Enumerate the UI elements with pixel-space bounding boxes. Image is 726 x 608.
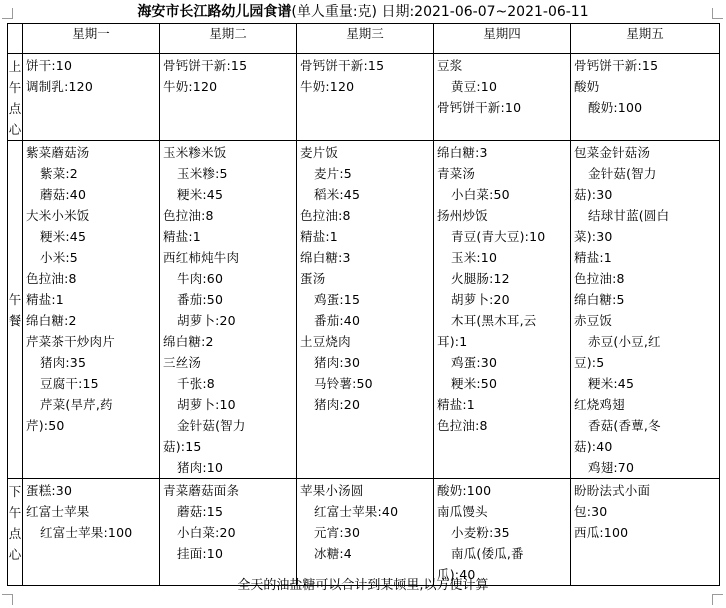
dish-line: 酸奶:100	[437, 483, 492, 498]
ingredient-line: 番茄:40	[314, 313, 361, 328]
dish-line: 紫菜蘑菇汤	[26, 145, 90, 160]
ingredient-line: 黄豆:10	[451, 79, 498, 94]
dish-line: 苹果小汤圆	[300, 483, 364, 498]
meal-label-lunch	[8, 141, 23, 479]
dish-line: 豆):5	[574, 355, 605, 370]
ingredient-line: 小米:5	[40, 250, 78, 265]
ingredient-line: 胡萝卜:10	[177, 397, 236, 412]
dish-line: 菇):40	[574, 439, 613, 454]
ingredient-line: 香菇(香蕈,冬	[588, 418, 661, 433]
meal-label-char: 午	[8, 505, 22, 520]
ingredient-line: 酸奶:100	[588, 100, 643, 115]
menu-cell	[434, 479, 571, 586]
dish-line: 骨钙饼干新:15	[300, 58, 385, 73]
afternoon-snack-row	[8, 479, 720, 586]
weekly-menu-table	[7, 23, 720, 586]
dish-line: 红富士苹果	[26, 504, 90, 519]
menu-cell	[297, 479, 434, 586]
menu-cell	[160, 141, 297, 479]
ingredient-line: 元宵:30	[314, 525, 361, 540]
ingredient-line: 小白菜:20	[177, 525, 236, 540]
dish-line: 青菜汤	[437, 166, 476, 181]
dish-line: 包菜金针菇汤	[574, 145, 651, 160]
ingredient-line: 金针菇(智力	[177, 418, 246, 433]
ingredient-line: 马铃薯:50	[314, 376, 373, 391]
dish-line: 盼盼法式小面	[574, 483, 651, 498]
dish-line: 蛋汤	[300, 271, 326, 286]
menu-cell	[160, 54, 297, 141]
meal-label-char: 午	[8, 80, 22, 95]
ingredient-line: 鸡蛋:30	[451, 355, 498, 370]
ingredient-line: 青豆(青大豆):10	[451, 229, 546, 244]
dish-line: 牛奶:120	[163, 79, 218, 94]
dish-line: 大米小米饭	[26, 208, 90, 223]
ingredient-line: 稻米:45	[314, 187, 361, 202]
dish-line: 绵白糖:5	[574, 292, 625, 307]
date-range: 日期:2021-06-07~2021-06-11	[381, 4, 589, 20]
day-header: 星期一	[23, 24, 160, 54]
dish-line: 骨钙饼干新:15	[163, 58, 248, 73]
dish-line: 瓜):40	[437, 567, 476, 582]
dish-line: 包:30	[574, 504, 608, 519]
ingredient-line: 蘑菇:15	[177, 504, 224, 519]
dish-line: 蛋糕:30	[26, 483, 73, 498]
meal-label-morning	[8, 54, 23, 141]
menu-cell	[571, 479, 720, 586]
ingredient-line: 胡萝卜:20	[177, 313, 236, 328]
dish-line: 骨钙饼干新:10	[437, 100, 522, 115]
dish-line: 西红柿炖牛肉	[163, 250, 240, 265]
ingredient-line: 猪肉:10	[177, 460, 224, 475]
ingredient-line: 千张:8	[177, 376, 215, 391]
ingredient-line: 麦片:5	[314, 166, 352, 181]
dish-line: 西瓜:100	[574, 525, 629, 540]
kindergarten-menu-name: 海安市长江路幼儿园食谱	[137, 4, 292, 20]
ingredient-line: 木耳(黑木耳,云	[451, 313, 537, 328]
ingredient-line: 猪肉:20	[314, 397, 361, 412]
ingredient-line: 火腿肠:12	[451, 271, 510, 286]
ingredient-line: 红富士苹果:40	[314, 504, 399, 519]
weight-unit-note: (单人重量:克)	[291, 4, 377, 20]
ingredient-line: 赤豆(小豆,红	[588, 334, 661, 349]
ingredient-line: 南瓜(倭瓜,番	[451, 546, 524, 561]
meal-label-char: 点	[8, 101, 22, 116]
menu-cell	[297, 141, 434, 479]
dish-line: 精盐:1	[163, 229, 201, 244]
menu-cell	[297, 54, 434, 141]
ingredient-line: 鸡蛋:15	[314, 292, 361, 307]
dish-line: 青菜蘑菇面条	[163, 483, 240, 498]
dish-line: 精盐:1	[26, 292, 64, 307]
ingredient-line: 玉米:10	[451, 250, 498, 265]
meal-label-char: 心	[8, 122, 22, 137]
ingredient-line: 芹菜(旱芹,药	[40, 397, 113, 412]
ingredient-line: 猪肉:30	[314, 355, 361, 370]
ingredient-line: 粳米:50	[451, 376, 498, 391]
ingredient-line: 小麦粉:35	[451, 525, 510, 540]
menu-cell	[23, 141, 160, 479]
menu-cell	[571, 141, 720, 479]
menu-cell	[434, 54, 571, 141]
dish-line: 南瓜馒头	[437, 504, 488, 519]
ingredient-line: 挂面:10	[177, 546, 224, 561]
dish-line: 骨钙饼干新:15	[574, 58, 659, 73]
dish-line: 色拉油:8	[163, 208, 214, 223]
meal-label-char: 午	[8, 291, 22, 307]
dish-line: 绵白糖:2	[26, 313, 77, 328]
ingredient-line: 紫菜:2	[40, 166, 78, 181]
dish-line: 精盐:1	[437, 397, 475, 412]
dish-line: 绵白糖:3	[437, 145, 488, 160]
day-header: 星期四	[434, 24, 571, 54]
dish-line: 三丝汤	[163, 355, 202, 370]
dish-line: 芹):50	[26, 418, 65, 433]
dish-line: 调制乳:120	[26, 79, 93, 94]
dish-line: 耳):1	[437, 334, 468, 349]
morning-snack-row	[8, 54, 720, 141]
dish-line: 精盐:1	[300, 229, 338, 244]
ingredient-line: 金针菇(智力	[588, 166, 657, 181]
meal-label-afternoon	[8, 479, 23, 586]
corner-cell	[8, 24, 23, 54]
dish-line: 土豆烧肉	[300, 334, 351, 349]
meal-label-char: 心	[8, 547, 22, 562]
footer-note: 全天的油盐糖可以合计到某顿里,以方便计算	[237, 578, 489, 593]
ingredient-line: 红富士苹果:100	[40, 525, 133, 540]
ingredient-line: 粳米:45	[177, 187, 224, 202]
dish-line: 红烧鸡翅	[574, 397, 625, 412]
ingredient-line: 猪肉:35	[40, 355, 87, 370]
menu-cell	[23, 479, 160, 586]
page-corner-mark	[2, 594, 13, 605]
day-header: 星期三	[297, 24, 434, 54]
meal-label-char: 上	[8, 59, 22, 74]
dish-line: 菇):15	[163, 439, 202, 454]
dish-line: 饼干:10	[26, 58, 73, 73]
meal-label-char: 下	[8, 484, 22, 499]
menu-cell	[434, 141, 571, 479]
day-header: 星期二	[160, 24, 297, 54]
ingredient-line: 玉米糁:5	[177, 166, 228, 181]
ingredient-line: 豆腐干:15	[40, 376, 99, 391]
meal-label-char: 餐	[8, 312, 22, 328]
dish-line: 菜):30	[574, 229, 613, 244]
menu-cell	[160, 479, 297, 586]
dish-line: 扬州炒饭	[437, 208, 488, 223]
ingredient-line: 鸡翅:70	[588, 460, 635, 475]
dish-line: 豆浆	[437, 58, 463, 73]
menu-cell	[571, 54, 720, 141]
dish-line: 麦片饭	[300, 145, 339, 160]
ingredient-line: 冰糖:4	[314, 546, 352, 561]
ingredient-line: 胡萝卜:20	[451, 292, 510, 307]
page-corner-mark	[712, 594, 723, 605]
meal-label-char: 点	[8, 526, 22, 541]
dish-line: 菇):30	[574, 187, 613, 202]
day-header: 星期五	[571, 24, 720, 54]
dish-line: 牛奶:120	[300, 79, 355, 94]
ingredient-line: 粳米:45	[588, 376, 635, 391]
document-title	[0, 3, 726, 21]
ingredient-line: 番茄:50	[177, 292, 224, 307]
menu-cell	[23, 54, 160, 141]
dish-line: 色拉油:8	[300, 208, 351, 223]
lunch-row	[8, 141, 720, 479]
dish-line: 绵白糖:2	[163, 334, 214, 349]
dish-line: 玉米糁米饭	[163, 145, 227, 160]
dish-line: 色拉油:8	[26, 271, 77, 286]
dish-line: 赤豆饭	[574, 313, 613, 328]
ingredient-line: 蘑菇:40	[40, 187, 87, 202]
dish-line: 色拉油:8	[574, 271, 625, 286]
ingredient-line: 小白菜:50	[451, 187, 510, 202]
ingredient-line: 粳米:45	[40, 229, 87, 244]
ingredient-line: 牛肉:60	[177, 271, 224, 286]
dish-line: 绵白糖:3	[300, 250, 351, 265]
ingredient-line: 结球甘蓝(圆白	[588, 208, 670, 223]
dish-line: 色拉油:8	[437, 418, 488, 433]
header-row	[8, 24, 720, 54]
dish-line: 芹菜茶干炒肉片	[26, 334, 115, 349]
dish-line: 酸奶	[574, 79, 600, 94]
dish-line: 精盐:1	[574, 250, 612, 265]
